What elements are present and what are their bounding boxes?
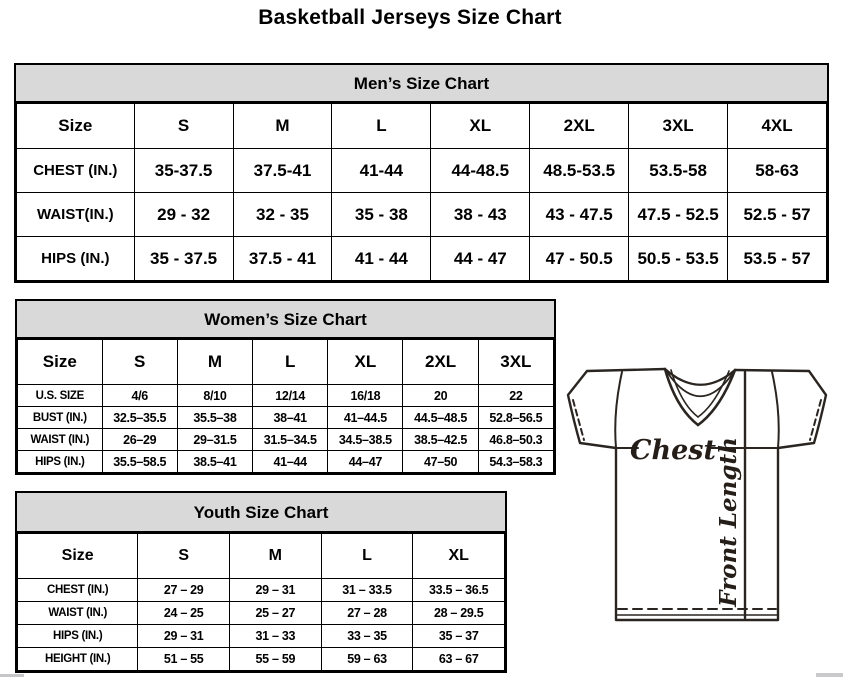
column-header-size: Size [17, 104, 135, 149]
mens-size-table [16, 103, 827, 281]
value-cell: 55 – 59 [229, 648, 321, 671]
value-cell: 58-63 [728, 149, 827, 193]
column-header-2xl: 2XL [403, 340, 478, 385]
table-row [17, 149, 827, 193]
column-header-size: Size [18, 534, 138, 579]
column-header-xl: XL [413, 534, 505, 579]
value-cell: 38–41 [253, 407, 328, 429]
table-row [18, 407, 554, 429]
table-row [18, 429, 554, 451]
column-header-3xl: 3XL [478, 340, 553, 385]
table-row [18, 451, 554, 473]
row-label: CHEST (IN.) [17, 149, 135, 193]
value-cell: 48.5-53.5 [530, 149, 629, 193]
youth-size-table [17, 533, 505, 671]
value-cell: 35-37.5 [134, 149, 233, 193]
value-cell: 46.8–50.3 [478, 429, 553, 451]
column-header-xl: XL [431, 104, 530, 149]
jersey-outline [568, 369, 826, 620]
youth-chart-title: Youth Size Chart [17, 493, 505, 533]
row-label: WAIST(IN.) [17, 193, 135, 237]
column-header-l: L [332, 104, 431, 149]
jersey-left-seam [615, 372, 622, 448]
value-cell: 44-48.5 [431, 149, 530, 193]
row-label: WAIST (IN.) [18, 602, 138, 625]
mens-size-chart [14, 63, 829, 283]
value-cell: 33 – 35 [321, 625, 413, 648]
value-cell: 52.8–56.5 [478, 407, 553, 429]
table-row [18, 385, 554, 407]
value-cell: 37.5-41 [233, 149, 332, 193]
scrollbar-fragment-right [816, 673, 843, 677]
jersey-diagram [560, 362, 840, 632]
value-cell: 27 – 28 [321, 602, 413, 625]
mens-chart-title: Men’s Size Chart [16, 65, 827, 103]
row-label: CHEST (IN.) [18, 579, 138, 602]
value-cell: 32.5–35.5 [102, 407, 177, 429]
front-length-label: Front Length [715, 437, 742, 607]
value-cell: 34.5–38.5 [328, 429, 403, 451]
value-cell: 35 - 38 [332, 193, 431, 237]
value-cell: 25 – 27 [229, 602, 321, 625]
value-cell: 41–44 [253, 451, 328, 473]
value-cell: 35.5–58.5 [102, 451, 177, 473]
column-header-m: M [233, 104, 332, 149]
row-label: WAIST (IN.) [18, 429, 103, 451]
value-cell: 52.5 - 57 [728, 193, 827, 237]
table-head [18, 340, 554, 385]
value-cell: 59 – 63 [321, 648, 413, 671]
value-cell: 28 – 29.5 [413, 602, 505, 625]
value-cell: 38.5–42.5 [403, 429, 478, 451]
table-row [17, 193, 827, 237]
value-cell: 35 – 37 [413, 625, 505, 648]
table-row [18, 602, 505, 625]
column-header-s: S [102, 340, 177, 385]
value-cell: 53.5 - 57 [728, 237, 827, 281]
table-body [17, 149, 827, 281]
value-cell: 47.5 - 52.5 [629, 193, 728, 237]
value-cell: 41 - 44 [332, 237, 431, 281]
value-cell: 29–31.5 [177, 429, 252, 451]
value-cell: 24 – 25 [138, 602, 230, 625]
column-header-row [18, 534, 505, 579]
column-header-m: M [229, 534, 321, 579]
table-row [18, 648, 505, 671]
column-header-row [18, 340, 554, 385]
row-label: HIPS (IN.) [18, 625, 138, 648]
value-cell: 29 – 31 [229, 579, 321, 602]
value-cell: 43 - 47.5 [530, 193, 629, 237]
value-cell: 38 - 43 [431, 193, 530, 237]
value-cell: 47–50 [403, 451, 478, 473]
value-cell: 31 – 33 [229, 625, 321, 648]
value-cell: 26–29 [102, 429, 177, 451]
value-cell: 41–44.5 [328, 407, 403, 429]
womens-chart-title: Women’s Size Chart [17, 301, 554, 339]
womens-size-chart [15, 299, 556, 475]
column-header-s: S [134, 104, 233, 149]
value-cell: 38.5–41 [177, 451, 252, 473]
table-body [18, 385, 554, 473]
table-row [18, 579, 505, 602]
row-label: U.S. SIZE [18, 385, 103, 407]
table-head [18, 534, 505, 579]
column-header-m: M [177, 340, 252, 385]
youth-size-chart [15, 491, 507, 673]
value-cell: 37.5 - 41 [233, 237, 332, 281]
value-cell: 50.5 - 53.5 [629, 237, 728, 281]
chest-label: Chest [630, 435, 716, 466]
value-cell: 54.3–58.3 [478, 451, 553, 473]
column-header-row [17, 104, 827, 149]
value-cell: 35 - 37.5 [134, 237, 233, 281]
table-row [18, 625, 505, 648]
table-body [18, 579, 505, 671]
value-cell: 63 – 67 [413, 648, 505, 671]
column-header-l: L [321, 534, 413, 579]
row-label: HIPS (IN.) [17, 237, 135, 281]
womens-size-table [17, 339, 554, 473]
value-cell: 31 – 33.5 [321, 579, 413, 602]
column-header-2xl: 2XL [530, 104, 629, 149]
column-header-s: S [138, 534, 230, 579]
value-cell: 35.5–38 [177, 407, 252, 429]
value-cell: 27 – 29 [138, 579, 230, 602]
value-cell: 22 [478, 385, 553, 407]
value-cell: 41-44 [332, 149, 431, 193]
value-cell: 29 - 32 [134, 193, 233, 237]
jersey-right-seam [772, 372, 779, 448]
column-header-xl: XL [328, 340, 403, 385]
column-header-4xl: 4XL [728, 104, 827, 149]
value-cell: 47 - 50.5 [530, 237, 629, 281]
column-header-size: Size [18, 340, 103, 385]
value-cell: 33.5 – 36.5 [413, 579, 505, 602]
value-cell: 4/6 [102, 385, 177, 407]
column-header-l: L [253, 340, 328, 385]
value-cell: 12/14 [253, 385, 328, 407]
row-label: HEIGHT (IN.) [18, 648, 138, 671]
value-cell: 16/18 [328, 385, 403, 407]
table-row [17, 237, 827, 281]
page-title: Basketball Jerseys Size Chart [258, 6, 562, 29]
value-cell: 8/10 [177, 385, 252, 407]
value-cell: 44–47 [328, 451, 403, 473]
value-cell: 44.5–48.5 [403, 407, 478, 429]
value-cell: 31.5–34.5 [253, 429, 328, 451]
value-cell: 32 - 35 [233, 193, 332, 237]
scrollbar-fragment-left [0, 674, 24, 677]
value-cell: 44 - 47 [431, 237, 530, 281]
value-cell: 29 – 31 [138, 625, 230, 648]
table-head [17, 104, 827, 149]
row-label: BUST (IN.) [18, 407, 103, 429]
row-label: HIPS (IN.) [18, 451, 103, 473]
value-cell: 53.5-58 [629, 149, 728, 193]
value-cell: 20 [403, 385, 478, 407]
value-cell: 51 – 55 [138, 648, 230, 671]
column-header-3xl: 3XL [629, 104, 728, 149]
